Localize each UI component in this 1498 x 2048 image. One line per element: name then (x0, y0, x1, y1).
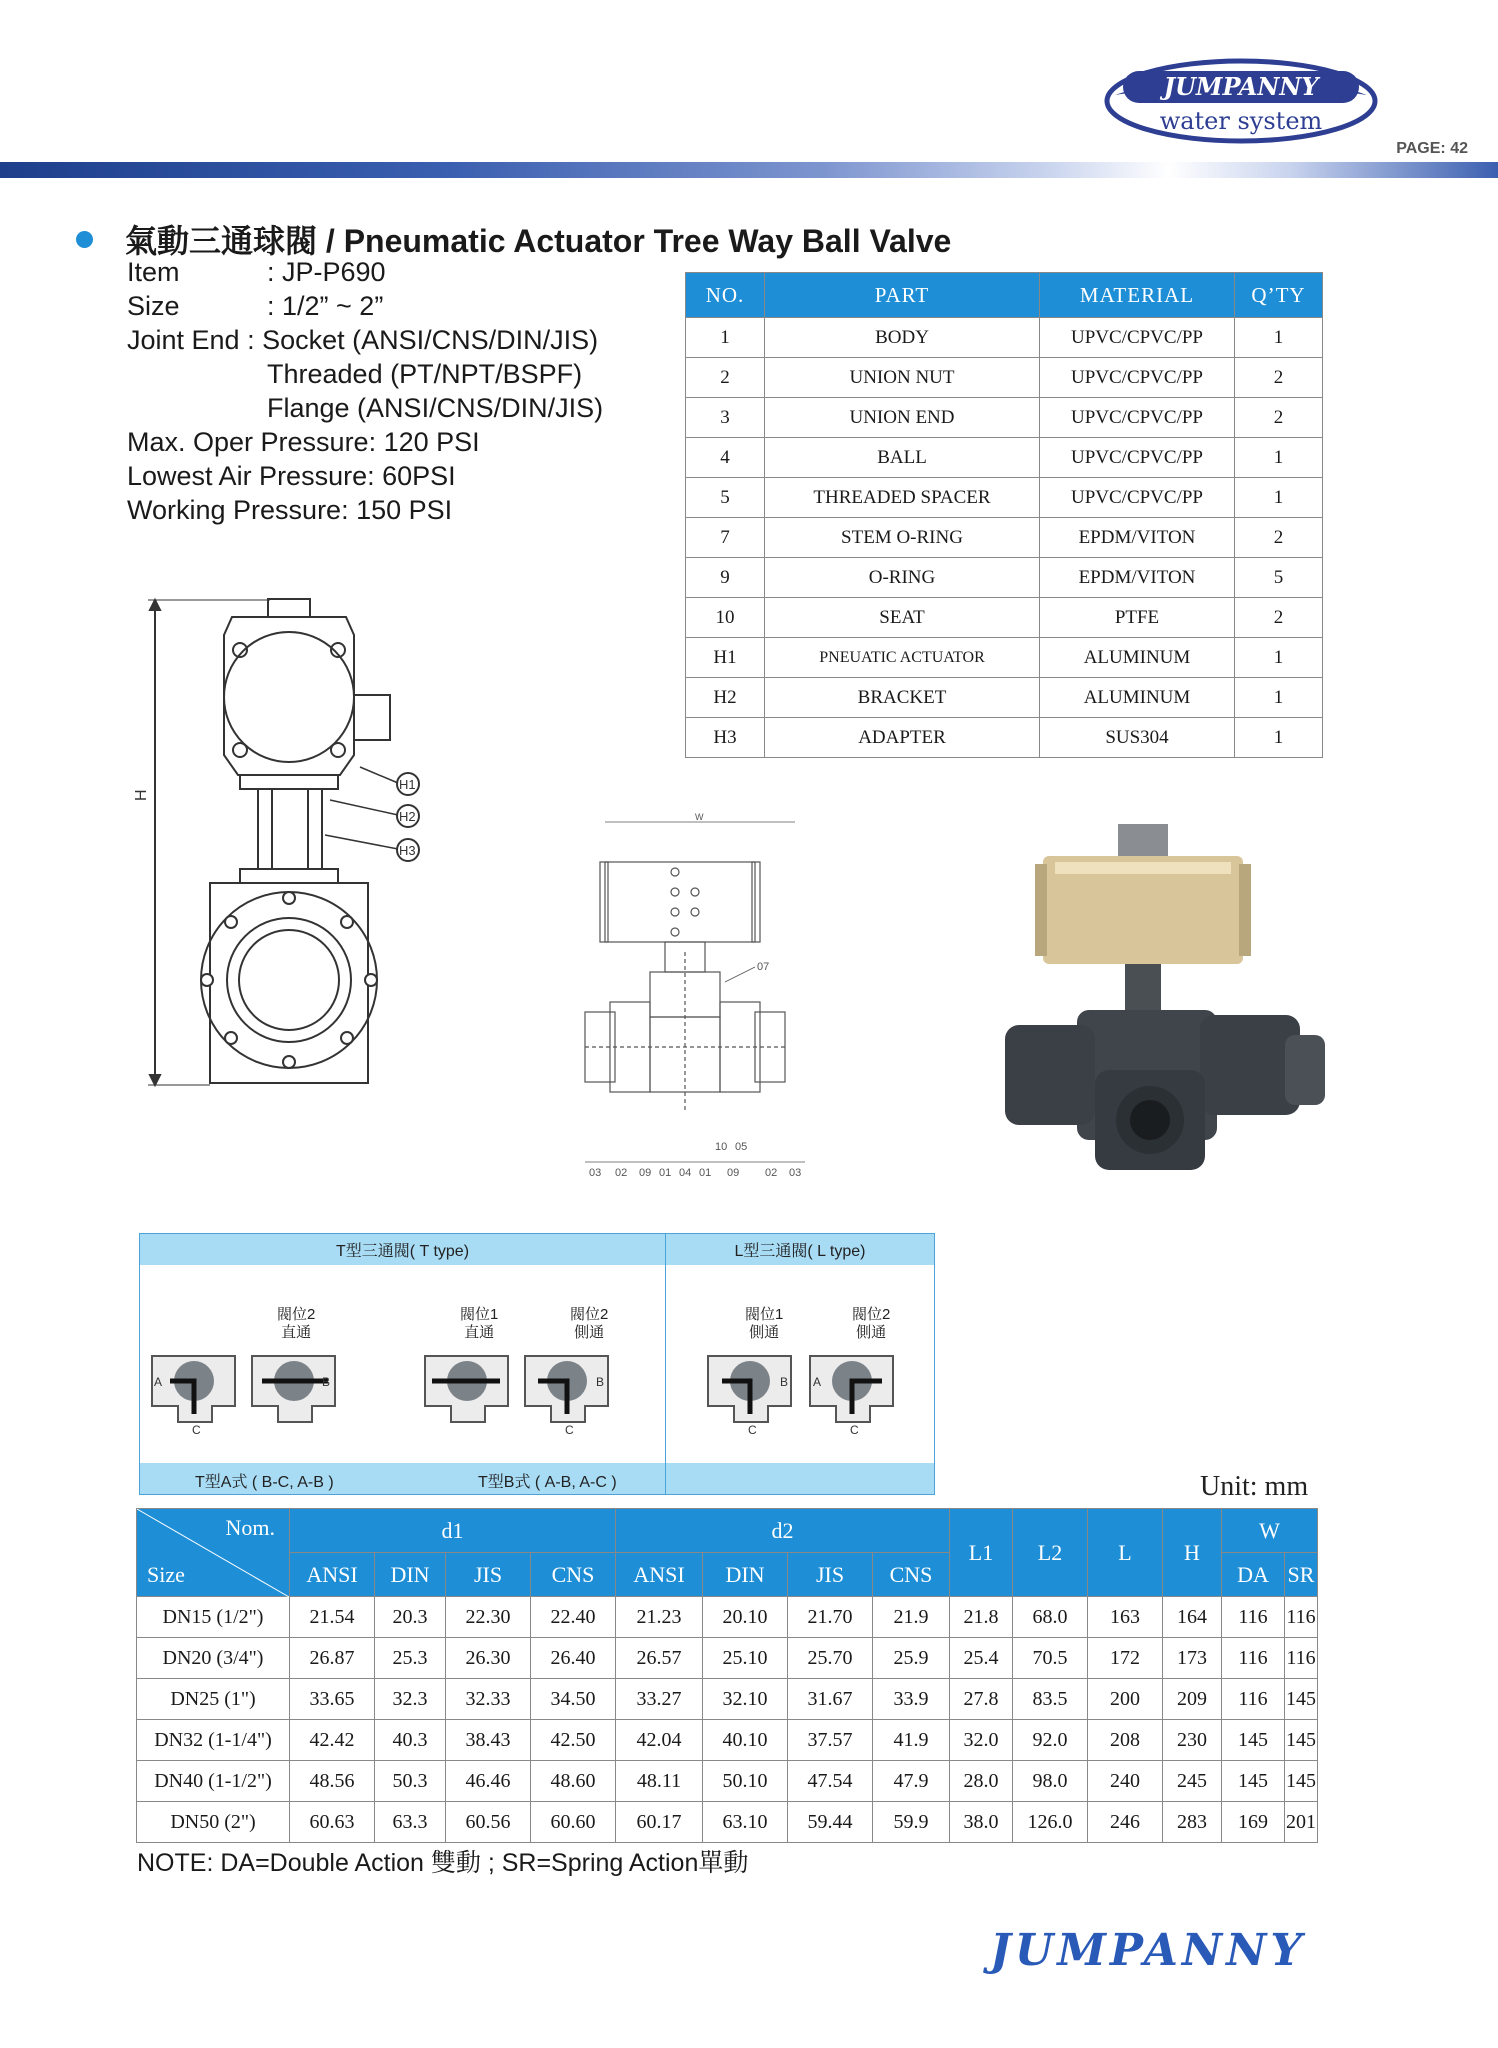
dims-value-cell: 59.9 (873, 1802, 950, 1843)
header-d1: d1 (290, 1509, 616, 1553)
flow-valve-icons (140, 1334, 934, 1444)
dims-value-cell: 48.11 (616, 1761, 703, 1802)
parts-cell: 2 (1235, 358, 1323, 398)
parts-cell: 2 (686, 358, 765, 398)
dims-value-cell: 21.23 (616, 1597, 703, 1638)
dims-value-cell: 48.60 (531, 1761, 616, 1802)
svg-text:C: C (850, 1423, 859, 1437)
valve5-label: 閥位2 側通 (852, 1306, 891, 1341)
header-w-da: DA (1222, 1553, 1285, 1597)
dims-row (137, 1720, 1318, 1761)
parts-cell: 2 (1235, 598, 1323, 638)
dims-value-cell: 37.57 (788, 1720, 873, 1761)
t-type-footer (140, 1463, 665, 1494)
parts-cell: H2 (686, 678, 765, 718)
dims-row (137, 1638, 1318, 1679)
parts-cell: BALL (765, 438, 1040, 478)
spec-item-key: Item (127, 257, 180, 287)
parts-cell: UPVC/CPVC/PP (1040, 438, 1235, 478)
parts-cell: UNION NUT (765, 358, 1040, 398)
svg-text:C: C (192, 1423, 201, 1437)
parts-cell: 1 (686, 318, 765, 358)
svg-text:B: B (596, 1375, 605, 1389)
callout-02b: 02 (765, 1167, 778, 1179)
dims-size-cell: DN20 (3/4") (137, 1638, 290, 1679)
dims-size-cell: DN50 (2") (137, 1802, 290, 1843)
dims-value-cell: 42.42 (290, 1720, 375, 1761)
dims-value-cell: 33.27 (616, 1679, 703, 1720)
parts-cell: EPDM/VITON (1040, 518, 1235, 558)
parts-header-no: NO. (686, 273, 765, 318)
dims-value-cell: 50.3 (375, 1761, 446, 1802)
parts-cell: 2 (1235, 518, 1323, 558)
dims-value-cell: 126.0 (1013, 1802, 1088, 1843)
t-type-header: T型三通閥( T type) (140, 1234, 665, 1265)
dims-value-cell: 32.0 (950, 1720, 1013, 1761)
callout-03b: 03 (789, 1167, 802, 1179)
l-type-header: L型三通閥( L type) (666, 1234, 934, 1265)
parts-cell: UPVC/CPVC/PP (1040, 478, 1235, 518)
dims-value-cell: 38.43 (446, 1720, 531, 1761)
dims-value-cell: 68.0 (1013, 1597, 1088, 1638)
dims-value-cell: 38.0 (950, 1802, 1013, 1843)
callout-05: 05 (735, 1141, 748, 1153)
dims-value-cell: 25.70 (788, 1638, 873, 1679)
callout-h2: H2 (399, 809, 416, 824)
parts-row (686, 518, 1323, 558)
callout-07: 07 (757, 961, 770, 973)
header-l1: L1 (950, 1509, 1013, 1597)
dims-value-cell: 83.5 (1013, 1679, 1088, 1720)
spec-size-key: Size (127, 291, 180, 321)
dims-value-cell: 283 (1163, 1802, 1222, 1843)
header-d2-ansi: ANSI (616, 1553, 703, 1597)
spec-list (127, 255, 603, 527)
dims-value-cell: 163 (1088, 1597, 1163, 1638)
callout-03a: 03 (589, 1167, 602, 1179)
dims-value-cell: 32.3 (375, 1679, 446, 1720)
header-d2-din: DIN (703, 1553, 788, 1597)
dims-value-cell: 47.9 (873, 1761, 950, 1802)
parts-row (686, 678, 1323, 718)
valve4-label: 閥位1 側通 (745, 1306, 784, 1341)
footnote: NOTE: DA=Double Action 雙動 ; SR=Spring Action單動 (137, 1849, 749, 1877)
dims-value-cell: 50.10 (703, 1761, 788, 1802)
dims-value-cell: 31.67 (788, 1679, 873, 1720)
parts-header-qty: Q’TY (1235, 273, 1323, 318)
dims-value-cell: 21.70 (788, 1597, 873, 1638)
parts-cell: BRACKET (765, 678, 1040, 718)
dims-value-cell: 46.46 (446, 1761, 531, 1802)
spec-air-pressure: Lowest Air Pressure: 60PSI (127, 461, 456, 491)
dims-value-cell: 116 (1285, 1597, 1318, 1638)
valve3-label: 閥位2 側通 (570, 1306, 609, 1341)
header-l: L (1088, 1509, 1163, 1597)
parts-cell: 4 (686, 438, 765, 478)
dims-value-cell: 201 (1285, 1802, 1318, 1843)
parts-cell: SUS304 (1040, 718, 1235, 758)
header-d1-cns: CNS (531, 1553, 616, 1597)
logo-brand-text: JUMPANNY (1163, 72, 1319, 101)
dims-value-cell: 209 (1163, 1679, 1222, 1720)
parts-cell: 1 (1235, 478, 1323, 518)
parts-cell: ALUMINUM (1040, 678, 1235, 718)
header-w: W (1222, 1509, 1318, 1553)
dims-value-cell: 33.65 (290, 1679, 375, 1720)
dims-value-cell: 32.10 (703, 1679, 788, 1720)
spec-working-pressure: Working Pressure: 150 PSI (127, 495, 453, 525)
actuator-side-drawing (133, 595, 450, 1095)
title-cn: 氣動三通球閥 / (125, 223, 344, 259)
dims-corner-cell (137, 1509, 290, 1597)
parts-cell: UPVC/CPVC/PP (1040, 318, 1235, 358)
dims-value-cell: 145 (1285, 1679, 1318, 1720)
title-bullet-icon (76, 231, 93, 248)
spec-joint-key: Joint End (127, 325, 240, 355)
parts-cell: ADAPTER (765, 718, 1040, 758)
dims-value-cell: 40.10 (703, 1720, 788, 1761)
parts-header-part: PART (765, 273, 1040, 318)
parts-cell: 5 (686, 478, 765, 518)
dims-value-cell: 60.17 (616, 1802, 703, 1843)
valve1-label: 閥位2 直通 (277, 1306, 316, 1341)
parts-row (686, 598, 1323, 638)
dims-row (137, 1597, 1318, 1638)
dim-h-label: H (133, 789, 150, 801)
parts-cell: 1 (1235, 638, 1323, 678)
valve-section-drawing (565, 812, 835, 1190)
svg-text:C: C (748, 1423, 757, 1437)
dims-value-cell: 246 (1088, 1802, 1163, 1843)
dims-value-cell: 25.10 (703, 1638, 788, 1679)
header-h: H (1163, 1509, 1222, 1597)
parts-cell: H1 (686, 638, 765, 678)
dims-value-cell: 26.57 (616, 1638, 703, 1679)
parts-header-row (686, 273, 1323, 318)
dims-value-cell: 48.56 (290, 1761, 375, 1802)
dims-value-cell: 41.9 (873, 1720, 950, 1761)
parts-header-material: MATERIAL (1040, 273, 1235, 318)
spec-joint-value-2: Threaded (PT/NPT/BSPF) (267, 359, 583, 389)
footer-brand: JUMPANNY (990, 1925, 1306, 1976)
l-type-footer (666, 1463, 934, 1494)
dims-value-cell: 28.0 (950, 1761, 1013, 1802)
dims-value-cell: 98.0 (1013, 1761, 1088, 1802)
dims-size-cell: DN32 (1-1/4") (137, 1720, 290, 1761)
dims-value-cell: 34.50 (531, 1679, 616, 1720)
dims-size-cell: DN25 (1") (137, 1679, 290, 1720)
parts-cell: 1 (1235, 718, 1323, 758)
parts-cell: ALUMINUM (1040, 638, 1235, 678)
parts-table (685, 272, 1323, 758)
parts-cell: THREADED SPACER (765, 478, 1040, 518)
parts-cell: H3 (686, 718, 765, 758)
header-d1-din: DIN (375, 1553, 446, 1597)
dims-value-cell: 60.56 (446, 1802, 531, 1843)
dims-value-cell: 47.54 (788, 1761, 873, 1802)
dims-value-cell: 169 (1222, 1802, 1285, 1843)
dims-value-cell: 145 (1222, 1720, 1285, 1761)
callout-02a: 02 (615, 1167, 628, 1179)
parts-row (686, 558, 1323, 598)
parts-cell: 5 (1235, 558, 1323, 598)
dims-value-cell: 200 (1088, 1679, 1163, 1720)
dims-value-cell: 70.5 (1013, 1638, 1088, 1679)
dims-value-cell: 245 (1163, 1761, 1222, 1802)
t-b-caption: T型B式 ( A-B, A-C ) (478, 1474, 617, 1491)
svg-text:A: A (813, 1375, 822, 1389)
dims-value-cell: 92.0 (1013, 1720, 1088, 1761)
header-d1-ansi: ANSI (290, 1553, 375, 1597)
corner-nom: Nom. (225, 1515, 275, 1540)
dims-size-cell: DN15 (1/2") (137, 1597, 290, 1638)
logo-sub-text: water system (1159, 107, 1323, 135)
parts-cell: PTFE (1040, 598, 1235, 638)
spec-size-value: : 1/2” ~ 2” (267, 291, 384, 321)
dims-row (137, 1761, 1318, 1802)
parts-cell: 2 (1235, 398, 1323, 438)
dims-row (137, 1802, 1318, 1843)
parts-row (686, 318, 1323, 358)
dims-value-cell: 26.40 (531, 1638, 616, 1679)
parts-cell: EPDM/VITON (1040, 558, 1235, 598)
parts-row (686, 438, 1323, 478)
parts-row (686, 398, 1323, 438)
parts-cell: UPVC/CPVC/PP (1040, 398, 1235, 438)
unit-label: Unit: mm (1200, 1471, 1309, 1502)
dims-value-cell: 59.44 (788, 1802, 873, 1843)
spec-max-pressure: Max. Oper Pressure: 120 PSI (127, 427, 480, 457)
parts-cell: 9 (686, 558, 765, 598)
dims-value-cell: 172 (1088, 1638, 1163, 1679)
dims-value-cell: 240 (1088, 1761, 1163, 1802)
dims-value-cell: 25.4 (950, 1638, 1013, 1679)
header-w-sr: SR (1285, 1553, 1318, 1597)
dims-value-cell: 60.60 (531, 1802, 616, 1843)
svg-text:B: B (322, 1375, 331, 1389)
dims-value-cell: 25.3 (375, 1638, 446, 1679)
callout-09a: 09 (639, 1167, 652, 1179)
dims-value-cell: 32.33 (446, 1679, 531, 1720)
dims-value-cell: 26.87 (290, 1638, 375, 1679)
dims-value-cell: 116 (1285, 1638, 1318, 1679)
callout-10: 10 (715, 1141, 728, 1153)
valve2-label: 閥位1 直通 (460, 1306, 499, 1341)
dims-value-cell: 164 (1163, 1597, 1222, 1638)
callout-h3: H3 (399, 843, 416, 858)
header-l2: L2 (1013, 1509, 1088, 1597)
parts-cell: 7 (686, 518, 765, 558)
dims-value-cell: 20.3 (375, 1597, 446, 1638)
dims-value-cell: 63.3 (375, 1802, 446, 1843)
dims-value-cell: 145 (1222, 1761, 1285, 1802)
parts-cell: 3 (686, 398, 765, 438)
parts-cell: 1 (1235, 438, 1323, 478)
spec-joint-value-1: : Socket (ANSI/CNS/DIN/JIS) (247, 325, 599, 355)
dims-value-cell: 25.9 (873, 1638, 950, 1679)
parts-cell: BODY (765, 318, 1040, 358)
brand-logo (1103, 55, 1379, 147)
parts-cell: 10 (686, 598, 765, 638)
svg-text:C: C (565, 1423, 574, 1437)
callout-09b: 09 (727, 1167, 740, 1179)
callout-04: 04 (679, 1167, 692, 1179)
parts-cell: UPVC/CPVC/PP (1040, 358, 1235, 398)
dims-value-cell: 21.8 (950, 1597, 1013, 1638)
dims-value-cell: 20.10 (703, 1597, 788, 1638)
dims-value-cell: 173 (1163, 1638, 1222, 1679)
header-d2-cns: CNS (873, 1553, 950, 1597)
header-d2-jis: JIS (788, 1553, 873, 1597)
dims-value-cell: 21.54 (290, 1597, 375, 1638)
title-en: Pneumatic Actuator Tree Way Ball Valve (343, 223, 952, 259)
dimensions-table (136, 1508, 1318, 1843)
parts-cell: O-RING (765, 558, 1040, 598)
valve-product-image (995, 820, 1335, 1180)
header-d1-jis: JIS (446, 1553, 531, 1597)
parts-cell: STEM O-RING (765, 518, 1040, 558)
flow-type-diagram (139, 1233, 935, 1495)
parts-row (686, 358, 1323, 398)
header-d2: d2 (616, 1509, 950, 1553)
parts-cell: 1 (1235, 318, 1323, 358)
dims-value-cell: 60.63 (290, 1802, 375, 1843)
parts-row (686, 638, 1323, 678)
dims-value-cell: 230 (1163, 1720, 1222, 1761)
parts-cell: PNEUATIC ACTUATOR (765, 638, 1040, 678)
svg-text:B: B (780, 1375, 789, 1389)
dims-value-cell: 116 (1222, 1638, 1285, 1679)
dims-value-cell: 40.3 (375, 1720, 446, 1761)
dims-row (137, 1679, 1318, 1720)
header-gradient-bar (0, 162, 1498, 178)
spec-item-value: : JP-P690 (267, 257, 386, 287)
parts-row (686, 478, 1323, 518)
dims-value-cell: 22.30 (446, 1597, 531, 1638)
dims-value-cell: 42.50 (531, 1720, 616, 1761)
dims-value-cell: 208 (1088, 1720, 1163, 1761)
dims-value-cell: 26.30 (446, 1638, 531, 1679)
callout-01a: 01 (659, 1167, 672, 1179)
dims-size-cell: DN40 (1-1/2") (137, 1761, 290, 1802)
parts-row (686, 718, 1323, 758)
callout-01b: 01 (699, 1167, 712, 1179)
dims-value-cell: 116 (1222, 1597, 1285, 1638)
dims-value-cell: 42.04 (616, 1720, 703, 1761)
dims-value-cell: 27.8 (950, 1679, 1013, 1720)
page-number: PAGE: 42 (1396, 140, 1468, 157)
dims-value-cell: 145 (1285, 1720, 1318, 1761)
corner-size: Size (147, 1562, 185, 1587)
dim-w-label: W (695, 812, 704, 822)
spec-joint-value-3: Flange (ANSI/CNS/DIN/JIS) (267, 393, 604, 423)
dims-value-cell: 116 (1222, 1679, 1285, 1720)
dims-value-cell: 63.10 (703, 1802, 788, 1843)
dims-value-cell: 22.40 (531, 1597, 616, 1638)
callout-h1: H1 (399, 777, 416, 792)
dims-value-cell: 145 (1285, 1761, 1318, 1802)
dims-value-cell: 33.9 (873, 1679, 950, 1720)
dims-value-cell: 21.9 (873, 1597, 950, 1638)
t-a-caption: T型A式 ( B-C, A-B ) (195, 1474, 334, 1491)
parts-cell: SEAT (765, 598, 1040, 638)
svg-text:A: A (154, 1375, 163, 1389)
parts-cell: UNION END (765, 398, 1040, 438)
parts-cell: 1 (1235, 678, 1323, 718)
